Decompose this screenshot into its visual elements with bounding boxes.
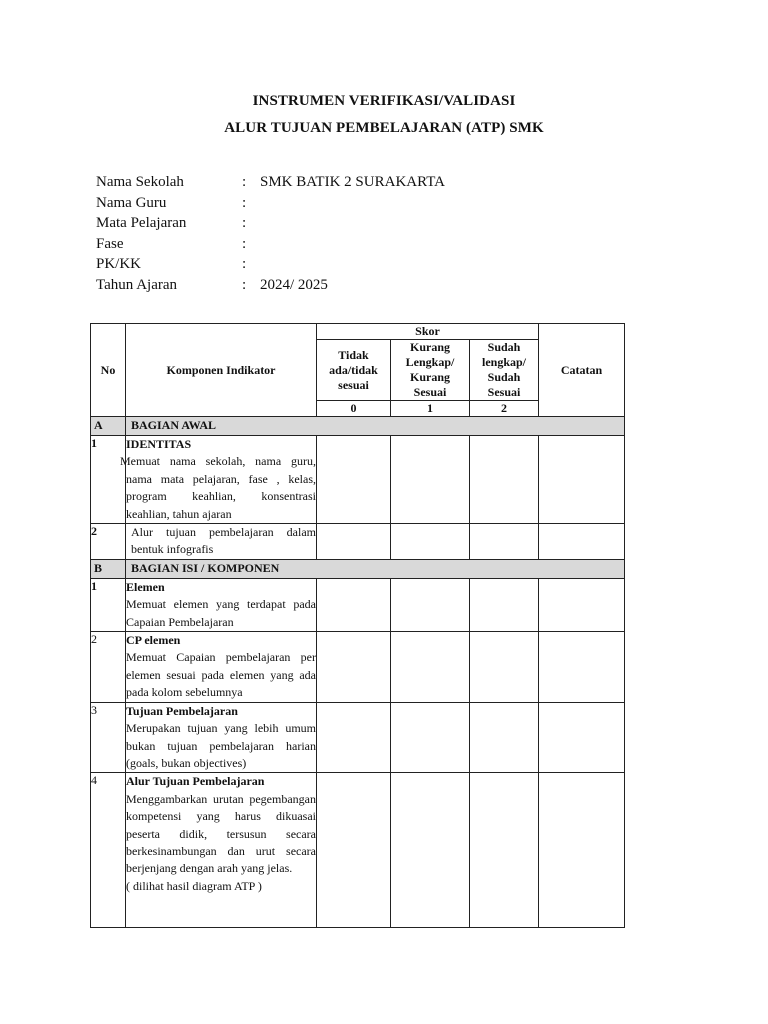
notes-cell[interactable] bbox=[539, 773, 625, 928]
score-cell-0[interactable] bbox=[317, 702, 391, 773]
component-cell bbox=[126, 632, 317, 703]
info-label: PK/KK bbox=[96, 256, 142, 273]
notes-cell[interactable] bbox=[539, 436, 625, 524]
component-description: Memuat nama sekolah, nama guru, nama mata pelajaran, fase , kelas, program keahlian, konsentrasi keahlian, tahun ajaran bbox=[120, 454, 316, 521]
score-cell-2[interactable] bbox=[470, 632, 539, 703]
score-cell-0[interactable] bbox=[317, 632, 391, 703]
table-row bbox=[91, 632, 625, 703]
info-row-subject bbox=[96, 213, 445, 234]
score-header-line: Sudah bbox=[487, 340, 521, 354]
score-cell-2[interactable] bbox=[470, 524, 539, 560]
section-title: BAGIAN AWAL bbox=[126, 417, 625, 436]
component-cell bbox=[126, 702, 317, 773]
score-header-line: sesuai bbox=[338, 377, 369, 392]
table-row bbox=[91, 524, 625, 560]
component-cell bbox=[126, 524, 317, 560]
info-label: Fase bbox=[96, 235, 124, 252]
score-value-1: 1 bbox=[391, 401, 470, 417]
component-description: Alur tujuan pembelajaran dalam bentuk infografis bbox=[131, 525, 316, 557]
score-header-line: ada/tidak bbox=[329, 362, 378, 377]
score-header-1 bbox=[391, 340, 470, 401]
score-header-line: lengkap/ bbox=[481, 355, 526, 369]
info-label: Nama Sekolah bbox=[96, 174, 184, 190]
header-score: Skor bbox=[317, 324, 539, 340]
info-colon: : bbox=[242, 276, 247, 293]
row-number: 2 bbox=[91, 524, 126, 560]
score-header-line: Kurang bbox=[409, 370, 450, 384]
component-description: Menggambarkan urutan pegembangan kompetensi yang harus dikuasai peserta didik, tersusun secara berkesinambungan dan urut secara berjenjang dengan arah yang jelas. bbox=[126, 791, 316, 876]
row-number: 2 bbox=[91, 632, 126, 703]
score-cell-1[interactable] bbox=[391, 578, 470, 631]
info-value: 2024/ 2025 bbox=[260, 276, 328, 293]
score-cell-1[interactable] bbox=[391, 632, 470, 703]
info-label: Tahun Ajaran bbox=[96, 276, 178, 293]
component-title: Tujuan Pembelajaran bbox=[126, 703, 238, 718]
info-colon: : bbox=[242, 194, 247, 211]
score-cell-1[interactable] bbox=[391, 524, 470, 560]
header-no: No bbox=[91, 324, 126, 417]
score-header-line: Kurang bbox=[409, 340, 450, 354]
component-title: IDENTITAS bbox=[126, 437, 192, 451]
info-colon: : bbox=[242, 215, 247, 232]
header-component: Komponen Indikator bbox=[126, 324, 317, 417]
score-cell-0[interactable] bbox=[317, 773, 391, 928]
component-note: ( dilihat hasil diagram ATP ) bbox=[126, 878, 262, 893]
score-header-2 bbox=[470, 340, 539, 401]
component-title: Alur Tujuan Pembelajaran bbox=[126, 774, 265, 789]
notes-cell[interactable] bbox=[539, 524, 625, 560]
header-row bbox=[91, 324, 625, 340]
score-cell-1[interactable] bbox=[391, 702, 470, 773]
section-code: A bbox=[91, 417, 126, 436]
verification-table bbox=[90, 323, 625, 928]
score-value-0: 0 bbox=[317, 401, 391, 417]
score-cell-0[interactable] bbox=[317, 578, 391, 631]
score-header-line: Lengkap/ bbox=[405, 355, 455, 369]
score-header-0 bbox=[317, 340, 391, 401]
info-row-phase bbox=[96, 234, 445, 255]
score-cell-1[interactable] bbox=[391, 436, 470, 524]
info-label: Mata Pelajaran bbox=[96, 215, 187, 232]
info-colon: : bbox=[242, 256, 247, 273]
score-cell-0[interactable] bbox=[317, 524, 391, 560]
info-row-school bbox=[96, 172, 445, 193]
row-number: 3 bbox=[91, 702, 126, 773]
component-description: Memuat elemen yang terdapat pada Capaian Pembelajaran bbox=[126, 597, 316, 629]
table-row bbox=[91, 702, 625, 773]
row-number: 4 bbox=[91, 773, 126, 928]
score-header-line: Sesuai bbox=[413, 385, 447, 399]
info-label: Nama Guru bbox=[96, 194, 167, 211]
notes-cell[interactable] bbox=[539, 632, 625, 703]
info-row-pkkk bbox=[96, 254, 445, 275]
header-notes: Catatan bbox=[539, 324, 625, 417]
notes-cell[interactable] bbox=[539, 578, 625, 631]
score-cell-0[interactable] bbox=[317, 436, 391, 524]
notes-cell[interactable] bbox=[539, 702, 625, 773]
table-row bbox=[91, 773, 625, 928]
row-number: 1 bbox=[91, 436, 126, 524]
component-title: CP elemen bbox=[126, 633, 181, 648]
score-cell-2[interactable] bbox=[470, 773, 539, 928]
table-row bbox=[91, 578, 625, 631]
score-cell-2[interactable] bbox=[470, 578, 539, 631]
document-subtitle: ALUR TUJUAN PEMBELAJARAN (ATP) SMK bbox=[224, 120, 544, 136]
component-description: Memuat Capaian pembelajaran per elemen sesuai pada elemen yang ada pada kolom sebelumnya bbox=[126, 650, 316, 700]
info-colon: : bbox=[242, 235, 247, 252]
section-title: BAGIAN ISI / KOMPONEN bbox=[126, 559, 625, 578]
identity-block bbox=[96, 172, 445, 296]
component-cell bbox=[126, 773, 317, 928]
component-cell bbox=[126, 578, 317, 631]
section-code: B bbox=[91, 559, 126, 578]
info-row-year bbox=[96, 275, 445, 296]
score-value-2: 2 bbox=[470, 401, 539, 417]
info-colon: : bbox=[242, 174, 247, 190]
row-number: 1 bbox=[91, 578, 126, 631]
info-row-teacher bbox=[96, 193, 445, 214]
score-cell-2[interactable] bbox=[470, 702, 539, 773]
table-row bbox=[91, 436, 625, 524]
score-header-line: Tidak bbox=[338, 347, 369, 362]
score-header-line: Sudah bbox=[487, 370, 521, 384]
score-cell-2[interactable] bbox=[470, 436, 539, 524]
score-cell-1[interactable] bbox=[391, 773, 470, 928]
info-value: SMK BATIK 2 SURAKARTA bbox=[260, 174, 446, 190]
score-header-line: Sesuai bbox=[487, 385, 521, 399]
document-title: INSTRUMEN VERIFIKASI/VALIDASI bbox=[252, 93, 516, 109]
section-row bbox=[91, 417, 625, 436]
section-row bbox=[91, 559, 625, 578]
component-cell bbox=[120, 436, 317, 524]
component-description: Merupakan tujuan yang lebih umum bukan tujuan pembelajaran harian (goals, bukan objectives) bbox=[126, 721, 316, 770]
component-title: Elemen bbox=[126, 579, 165, 594]
